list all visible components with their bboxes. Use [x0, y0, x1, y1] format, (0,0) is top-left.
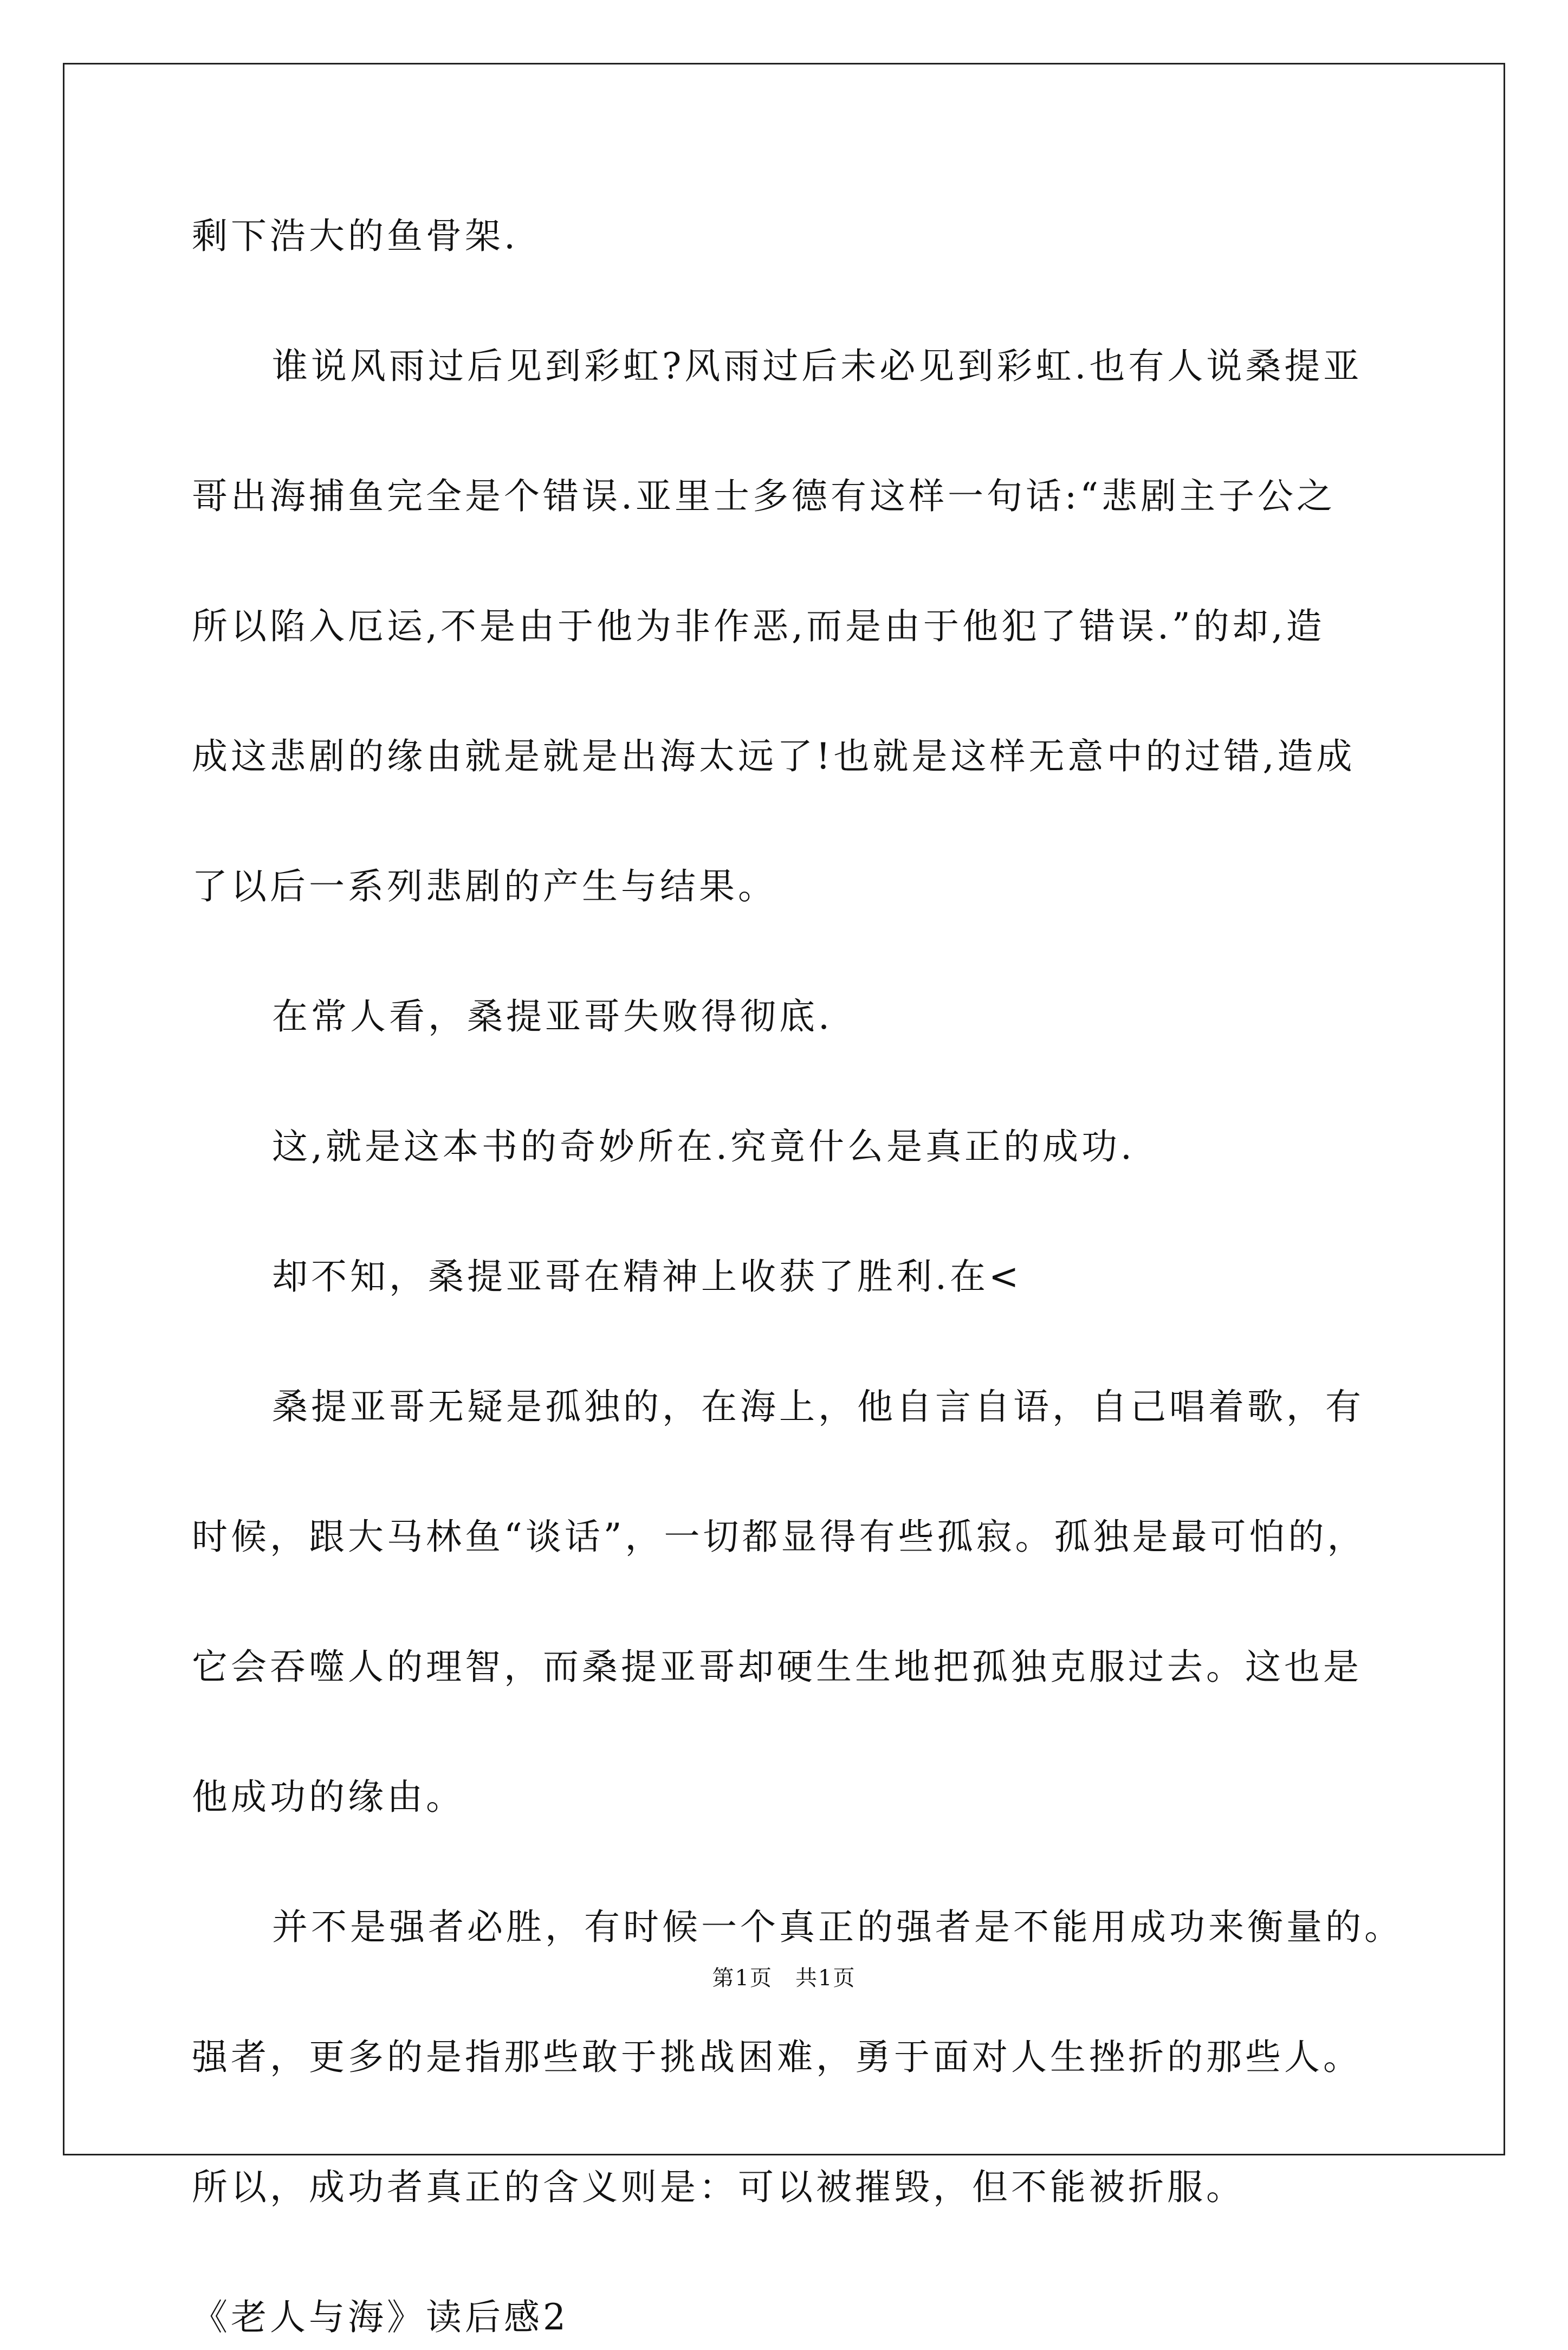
text-line: 了以后一系列悲剧的产生与结果。 [192, 866, 777, 907]
paragraph-first-line: 却不知，桑提亚哥在精神上收获了胜利.在< [272, 1256, 1022, 1297]
text-line: 它会吞噬人的理智，而桑提亚哥却硬生生地把孤独克服过去。这也是 [192, 1646, 1362, 1688]
document-body [192, 204, 1403, 2350]
text-line: 剩下浩大的鱼骨架. [192, 215, 519, 257]
paragraph-first-line: 在常人看，桑提亚哥失败得彻底. [272, 996, 833, 1037]
text-line: 哥出海捕鱼完全是个错误.亚里士多德有这样一句话:“悲剧主子公之 [192, 475, 1336, 517]
text-line: 强者，更多的是指那些敢于挑战困难，勇于面对人生挫折的那些人。 [192, 2036, 1362, 2078]
paragraph-first-line: 桑提亚哥无疑是孤独的，在海上，他自言自语，自己唱着歌，有 [272, 1386, 1364, 1428]
text-line: 所以，成功者真正的含义则是：可以被摧毁，但不能被折服。 [192, 2166, 1245, 2208]
page-number: 第1页 共1页 [712, 1966, 856, 1991]
paragraph-first-line: 谁说风雨过后见到彩虹?风雨过后未必见到彩虹.也有人说桑提亚 [272, 345, 1363, 387]
section-title: 《老人与海》读后感2 [192, 2296, 569, 2338]
text-line: 所以陷入厄运,不是由于他为非作恶,而是由于他犯了错误.”的却,造 [192, 605, 1325, 647]
paragraph-first-line: 并不是强者必胜，有时候一个真正的强者是不能用成功来衡量的。 [272, 1906, 1403, 1948]
text-line: 他成功的缘由。 [192, 1776, 465, 1818]
paragraph-first-line: 这,就是这本书的奇妙所在.究竟什么是真正的成功. [272, 1126, 1135, 1167]
text-line: 时候，跟大马林鱼“谈话”，一切都显得有些孤寂。孤独是最可怕的， [192, 1516, 1366, 1558]
text-line: 成这悲剧的缘由就是就是出海太远了!也就是这样无意中的过错,造成 [192, 735, 1356, 777]
